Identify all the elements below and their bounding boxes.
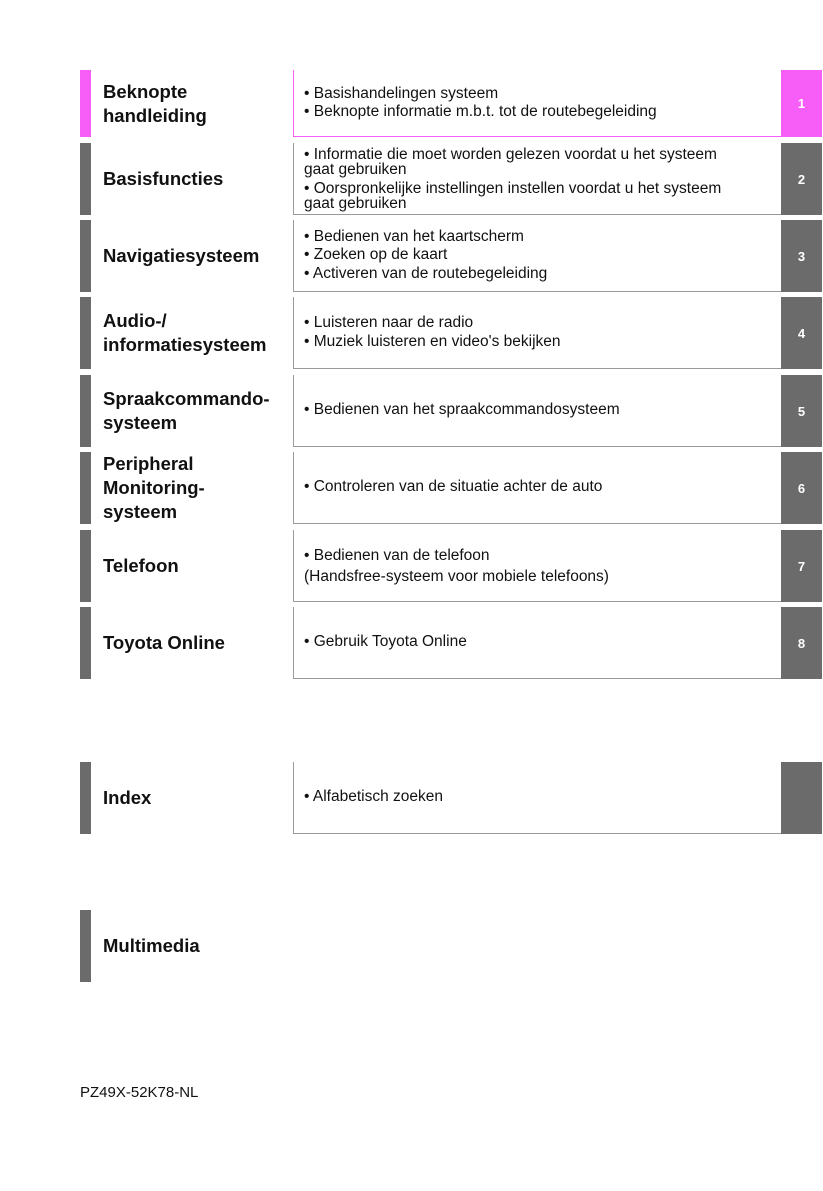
- section-bullet[interactable]: • Bedienen van het spraakcommandosysteem: [304, 401, 620, 419]
- section-marker: [80, 375, 91, 447]
- section-multimedia[interactable]: [80, 910, 330, 982]
- section-beknopte-handleiding[interactable]: [80, 70, 822, 137]
- section-bullet[interactable]: • Basishandelingen systeem: [304, 84, 499, 102]
- section-toyota-online[interactable]: [80, 607, 822, 679]
- chapter-tab-2[interactable]: 2: [781, 143, 822, 215]
- section-title[interactable]: Spraakcommando- systeem: [103, 388, 270, 433]
- section-title[interactable]: Telefoon: [103, 555, 179, 576]
- section-title[interactable]: Navigatiesysteem: [103, 245, 260, 266]
- section-bullet[interactable]: • Activeren van de routebegeleiding: [304, 264, 548, 282]
- section-contents: [293, 762, 781, 834]
- section-bullet[interactable]: • Gebruik Toyota Online: [304, 633, 467, 651]
- chapter-tab-8[interactable]: 8: [781, 607, 822, 679]
- section-marker: [80, 910, 91, 982]
- section-navigatiesysteem[interactable]: [80, 220, 822, 292]
- section-audio-informatiesysteem[interactable]: [80, 297, 822, 369]
- chapter-tab-6[interactable]: 6: [781, 452, 822, 524]
- section-title[interactable]: Peripheral Monitoring- systeem: [103, 453, 205, 522]
- section-marker: [80, 143, 91, 215]
- section-bullet[interactable]: • Informatie die moet worden gelezen voordat u het systeem gaat gebruiken: [304, 145, 717, 178]
- section-marker: [80, 220, 91, 292]
- section-bullet[interactable]: • Controleren van de situatie achter de auto: [304, 478, 603, 496]
- section-title[interactable]: Basisfuncties: [103, 168, 224, 189]
- section-index[interactable]: [80, 762, 822, 834]
- section-marker: [80, 530, 91, 602]
- chapter-tab-1[interactable]: 1: [781, 70, 822, 137]
- section-basisfuncties[interactable]: [80, 143, 822, 215]
- section-bullet[interactable]: • Alfabetisch zoeken: [304, 788, 443, 806]
- section-contents: [293, 530, 781, 602]
- section-bullet[interactable]: • Oorspronkelijke instellingen instellen voordat u het systeem gaat gebruiken: [304, 179, 722, 212]
- section-contents: [293, 143, 781, 215]
- section-marker: [80, 607, 91, 679]
- section-contents: [293, 297, 781, 369]
- chapter-tab-3[interactable]: 3: [781, 220, 822, 292]
- section-title[interactable]: Beknopte handleiding: [103, 80, 207, 126]
- section-spraakcommandosysteem[interactable]: [80, 375, 822, 447]
- chapter-tab-4[interactable]: 4: [781, 297, 822, 369]
- section-contents: [293, 452, 781, 524]
- section-title[interactable]: Toyota Online: [103, 632, 225, 653]
- section-peripheral-monitoring[interactable]: [80, 452, 822, 524]
- section-bullet[interactable]: • Beknopte informatie m.b.t. tot de routebegeleiding: [304, 103, 657, 120]
- section-title[interactable]: Multimedia: [103, 935, 200, 956]
- section-bullet[interactable]: • Bedienen van de telefoon (Handsfree-systeem voor mobiele telefoons): [304, 546, 609, 585]
- section-bullet[interactable]: • Zoeken op de kaart: [304, 246, 448, 264]
- section-bullet[interactable]: • Bedienen van het kaartscherm: [304, 227, 524, 245]
- section-marker: [80, 297, 91, 369]
- chapter-tab-5[interactable]: 5: [781, 375, 822, 447]
- section-contents: [293, 70, 781, 137]
- chapter-tab-7[interactable]: 7: [781, 530, 822, 602]
- chapter-tab-index[interactable]: [781, 762, 822, 834]
- section-marker: [80, 452, 91, 524]
- section-telefoon[interactable]: [80, 530, 822, 602]
- section-title[interactable]: Index: [103, 787, 152, 808]
- section-title[interactable]: Audio-/ informatiesysteem: [103, 310, 267, 355]
- section-bullet[interactable]: • Luisteren naar de radio: [304, 314, 474, 331]
- section-contents: [293, 220, 781, 292]
- section-contents: [293, 607, 781, 679]
- document-code: PZ49X-52K78-NL: [80, 1084, 199, 1101]
- section-marker: [80, 70, 91, 137]
- section-marker: [80, 762, 91, 834]
- section-contents: [293, 375, 781, 447]
- section-bullet[interactable]: • Muziek luisteren en video's bekijken: [304, 332, 561, 350]
